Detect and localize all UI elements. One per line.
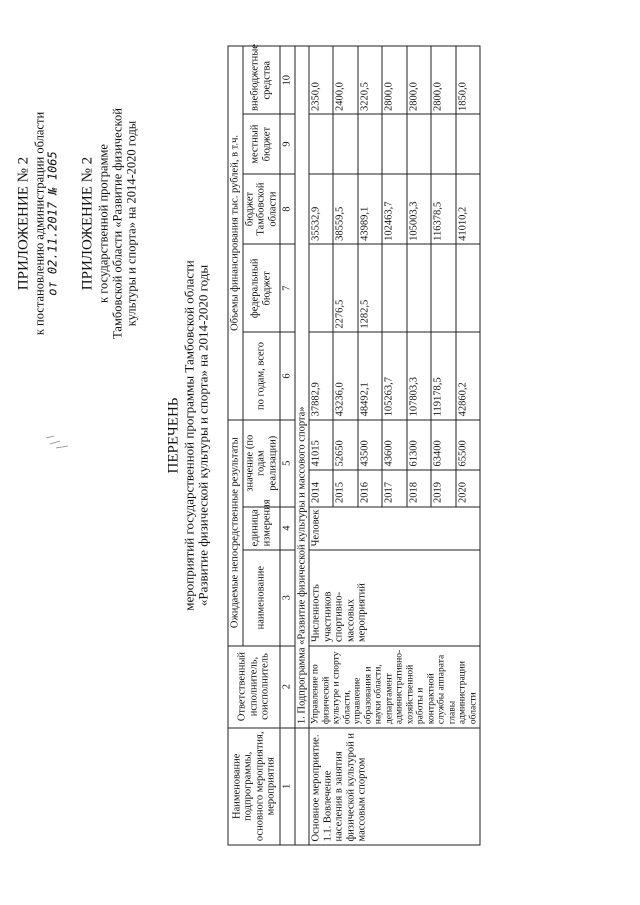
year-cell: 2017 bbox=[382, 470, 406, 506]
subprogram-title: 1. Подпрограмма «Развитие физической культуры и массового спорта» bbox=[294, 46, 309, 728]
local-cell bbox=[357, 114, 381, 173]
head-fund-total: по годам, всего bbox=[242, 332, 280, 420]
head-responsible: Ответственный исполнитель, соисполнитель bbox=[228, 645, 280, 727]
total-cell: 119178,5 bbox=[431, 332, 455, 420]
col-number: 5 bbox=[280, 419, 295, 506]
year-cell: 2014 bbox=[309, 470, 333, 506]
activity-responsible: Управление по физической культуре и спорту области, управление образования и науки области, департамент административно-хозяйственной работы и контрактной службы аппарата главы администрации области bbox=[309, 645, 480, 727]
federal-cell bbox=[382, 244, 406, 332]
extra-cell: 2800,0 bbox=[406, 46, 430, 114]
year-cell: 2015 bbox=[333, 470, 357, 506]
extra-cell: 2350,0 bbox=[309, 46, 333, 114]
value-cell: 65500 bbox=[455, 419, 479, 469]
extra-cell: 3220,5 bbox=[357, 46, 381, 114]
program-line-3: культуры и спорта» на 2014-2020 годы bbox=[124, 120, 138, 326]
total-cell: 42860,2 bbox=[455, 332, 479, 420]
head-results: Ожидаемые непосредственные результаты bbox=[228, 419, 243, 645]
total-cell: 48492,1 bbox=[357, 332, 381, 420]
program-header bbox=[78, 58, 138, 388]
local-cell bbox=[382, 114, 406, 173]
col-number: 4 bbox=[280, 506, 295, 549]
local-cell bbox=[309, 114, 333, 173]
extra-cell: 1850,0 bbox=[455, 46, 479, 114]
head-fund-federal: федеральный бюджет bbox=[242, 244, 280, 332]
head-fund-local: местный бюджет bbox=[242, 114, 280, 173]
extra-cell: 2800,0 bbox=[382, 46, 406, 114]
document-title bbox=[165, 85, 210, 785]
program-line-2: Тамбовской области «Развитие физической bbox=[110, 107, 124, 339]
total-cell: 37882,9 bbox=[309, 332, 333, 420]
resolution-line: к постановлению администрации области bbox=[32, 111, 46, 335]
value-cell: 41015 bbox=[309, 419, 333, 469]
regional-cell: 116378,5 bbox=[431, 173, 455, 244]
col-number: 7 bbox=[280, 244, 295, 332]
col-number: 6 bbox=[280, 332, 295, 420]
table-row bbox=[309, 46, 333, 845]
regional-cell: 102463,7 bbox=[382, 173, 406, 244]
total-cell: 43236,0 bbox=[333, 332, 357, 420]
appendix-title-2: ПРИЛОЖЕНИЕ № 2 bbox=[79, 156, 95, 290]
program-line-1: к государственной программе bbox=[96, 143, 110, 303]
regional-cell: 43989,1 bbox=[357, 173, 381, 244]
federal-cell bbox=[406, 244, 430, 332]
local-cell bbox=[455, 114, 479, 173]
column-number-row bbox=[280, 46, 295, 845]
federal-cell bbox=[309, 244, 333, 332]
federal-cell: 1282,5 bbox=[357, 244, 381, 332]
head-res-name: наименование bbox=[242, 549, 280, 645]
resolution-handwritten: от 02.11.2017 № 1065 bbox=[45, 150, 59, 296]
col-number: 3 bbox=[280, 549, 295, 645]
head-fund-extra: внебюджетные средства bbox=[242, 46, 280, 114]
activity-result-name: Численность участников спортивно-массовых мероприятий bbox=[309, 549, 480, 645]
title-line-1: мероприятий государственной программы Тамбовской области bbox=[181, 259, 196, 611]
document-header bbox=[14, 58, 59, 388]
head-fund-regional: бюджет Тамбовской области bbox=[242, 173, 280, 244]
col-number: 1 bbox=[280, 727, 295, 844]
regional-cell: 38559,5 bbox=[333, 173, 357, 244]
title-main: ПЕРЕЧЕНЬ bbox=[165, 397, 181, 473]
extra-cell: 2400,0 bbox=[333, 46, 357, 114]
year-cell: 2016 bbox=[357, 470, 381, 506]
federal-cell bbox=[431, 244, 455, 332]
activity-unit: Человек bbox=[309, 506, 480, 549]
activities-table bbox=[227, 45, 480, 845]
activity-name: Основное мероприятие. 1.1. Вовлечение населения в занятия физической культурой и массовым спортом bbox=[309, 727, 480, 844]
col-number: 8 bbox=[280, 173, 295, 244]
year-cell: 2020 bbox=[455, 470, 479, 506]
appendix-title: ПРИЛОЖЕНИЕ № 2 bbox=[15, 156, 31, 290]
regional-cell: 41010,2 bbox=[455, 173, 479, 244]
col-number: 2 bbox=[280, 645, 295, 727]
head-res-value: значение (по годам реализации) bbox=[242, 419, 280, 506]
value-cell: 52650 bbox=[333, 419, 357, 469]
value-cell: 63400 bbox=[431, 419, 455, 469]
value-cell: 43600 bbox=[382, 419, 406, 469]
local-cell bbox=[431, 114, 455, 173]
federal-cell: 2276,5 bbox=[333, 244, 357, 332]
total-cell: 105263,7 bbox=[382, 332, 406, 420]
col-number: 10 bbox=[280, 46, 295, 114]
col-number: 9 bbox=[280, 114, 295, 173]
year-cell: 2018 bbox=[406, 470, 430, 506]
local-cell bbox=[406, 114, 430, 173]
value-cell: 61300 bbox=[406, 419, 430, 469]
regional-cell: 105003,3 bbox=[406, 173, 430, 244]
total-cell: 107803,3 bbox=[406, 332, 430, 420]
value-cell: 43500 bbox=[357, 419, 381, 469]
year-cell: 2019 bbox=[431, 470, 455, 506]
head-funding: Объемы финансирования тыс. рублей, в т.ч. bbox=[228, 46, 243, 420]
federal-cell bbox=[455, 244, 479, 332]
title-line-2: «Развитие физической культуры и спорта» на 2014-2020 годы bbox=[195, 264, 210, 606]
head-name: Наименование подпрограммы, основного мероприятия, мероприятия bbox=[228, 727, 280, 844]
extra-cell: 2800,0 bbox=[431, 46, 455, 114]
head-res-unit: единица измерения bbox=[242, 506, 280, 549]
regional-cell: 35532,9 bbox=[309, 173, 333, 244]
local-cell bbox=[333, 114, 357, 173]
